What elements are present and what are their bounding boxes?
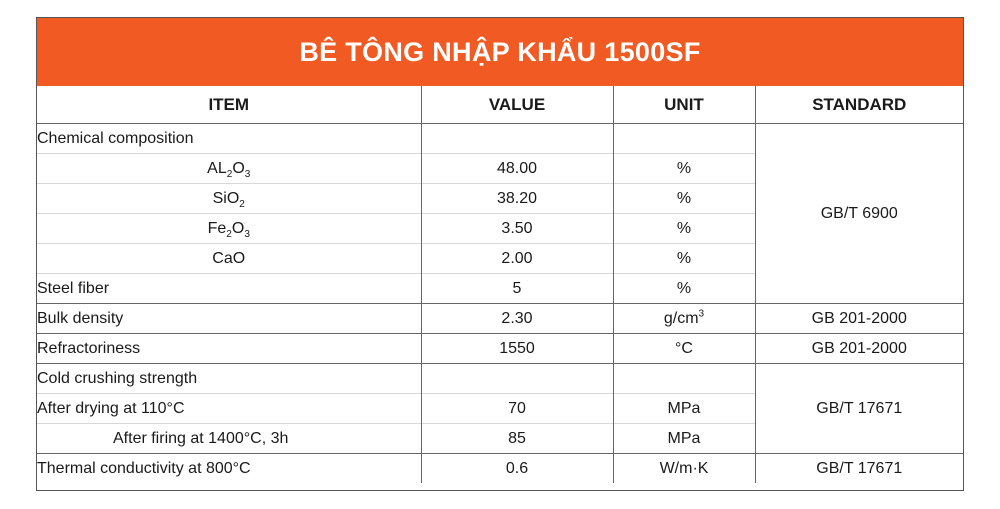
- row-value: 5: [421, 274, 613, 304]
- row-label: Bulk density: [37, 304, 421, 334]
- standard-cell: GB/T 6900: [755, 124, 963, 304]
- standard-cell: GB 201-2000: [755, 334, 963, 364]
- title-banner: [37, 18, 963, 86]
- row-unit: %: [613, 154, 755, 184]
- table-row: [37, 124, 963, 154]
- row-label: Chemical composition: [37, 129, 194, 147]
- row-label: $AL_2O_3$: [37, 154, 421, 184]
- table-row: [37, 454, 963, 484]
- row-unit: MPa: [613, 394, 755, 424]
- row-value: 1550: [421, 334, 613, 364]
- row-label: Steel fiber: [37, 274, 421, 304]
- row-unit: $g/cm^3$: [613, 304, 755, 334]
- row-unit: %: [613, 184, 755, 214]
- row-value: 2.30: [421, 304, 613, 334]
- product-title: BÊ TÔNG NHẬP KHẨU 1500SF: [299, 36, 701, 67]
- table-row: [37, 334, 963, 364]
- header-standard: STANDARD: [755, 86, 963, 124]
- row-label: Thermal conductivity at 800°C: [37, 454, 421, 484]
- header-item: ITEM: [37, 86, 421, 124]
- spec-table: [37, 86, 963, 483]
- row-value: 48.00: [421, 154, 613, 184]
- cropped-heading-fragment: [0, 0, 1000, 7]
- row-label: After drying at 110°C: [37, 394, 421, 424]
- table-row: [37, 304, 963, 334]
- row-value: 0.6: [421, 454, 613, 484]
- standard-cell: GB/T 17671: [755, 454, 963, 484]
- standard-cell: GB 201-2000: [755, 304, 963, 334]
- row-unit: %: [613, 244, 755, 274]
- row-unit: °C: [613, 334, 755, 364]
- row-unit: %: [613, 274, 755, 304]
- row-unit: %: [613, 214, 755, 244]
- row-label: $Fe_2O_3$: [37, 214, 421, 244]
- row-value: 85: [421, 424, 613, 454]
- spec-sheet: [36, 17, 964, 491]
- row-unit: MPa: [613, 424, 755, 454]
- table-row: [37, 364, 963, 394]
- standard-cell: GB/T 17671: [755, 364, 963, 454]
- header-row: [37, 86, 963, 124]
- row-value: 38.20: [421, 184, 613, 214]
- row-value: 70: [421, 394, 613, 424]
- row-label: SiO$_2$: [37, 184, 421, 214]
- row-label: CaO: [37, 244, 421, 274]
- header-unit: UNIT: [613, 86, 755, 124]
- row-label: Refractoriness: [37, 334, 421, 364]
- row-value: 2.00: [421, 244, 613, 274]
- row-label: After firing at 1400°C, 3h: [37, 424, 421, 454]
- row-label: Cold crushing strength: [37, 364, 421, 394]
- row-value: 3.50: [421, 214, 613, 244]
- header-value: VALUE: [421, 86, 613, 124]
- row-unit: W/m·K: [613, 454, 755, 484]
